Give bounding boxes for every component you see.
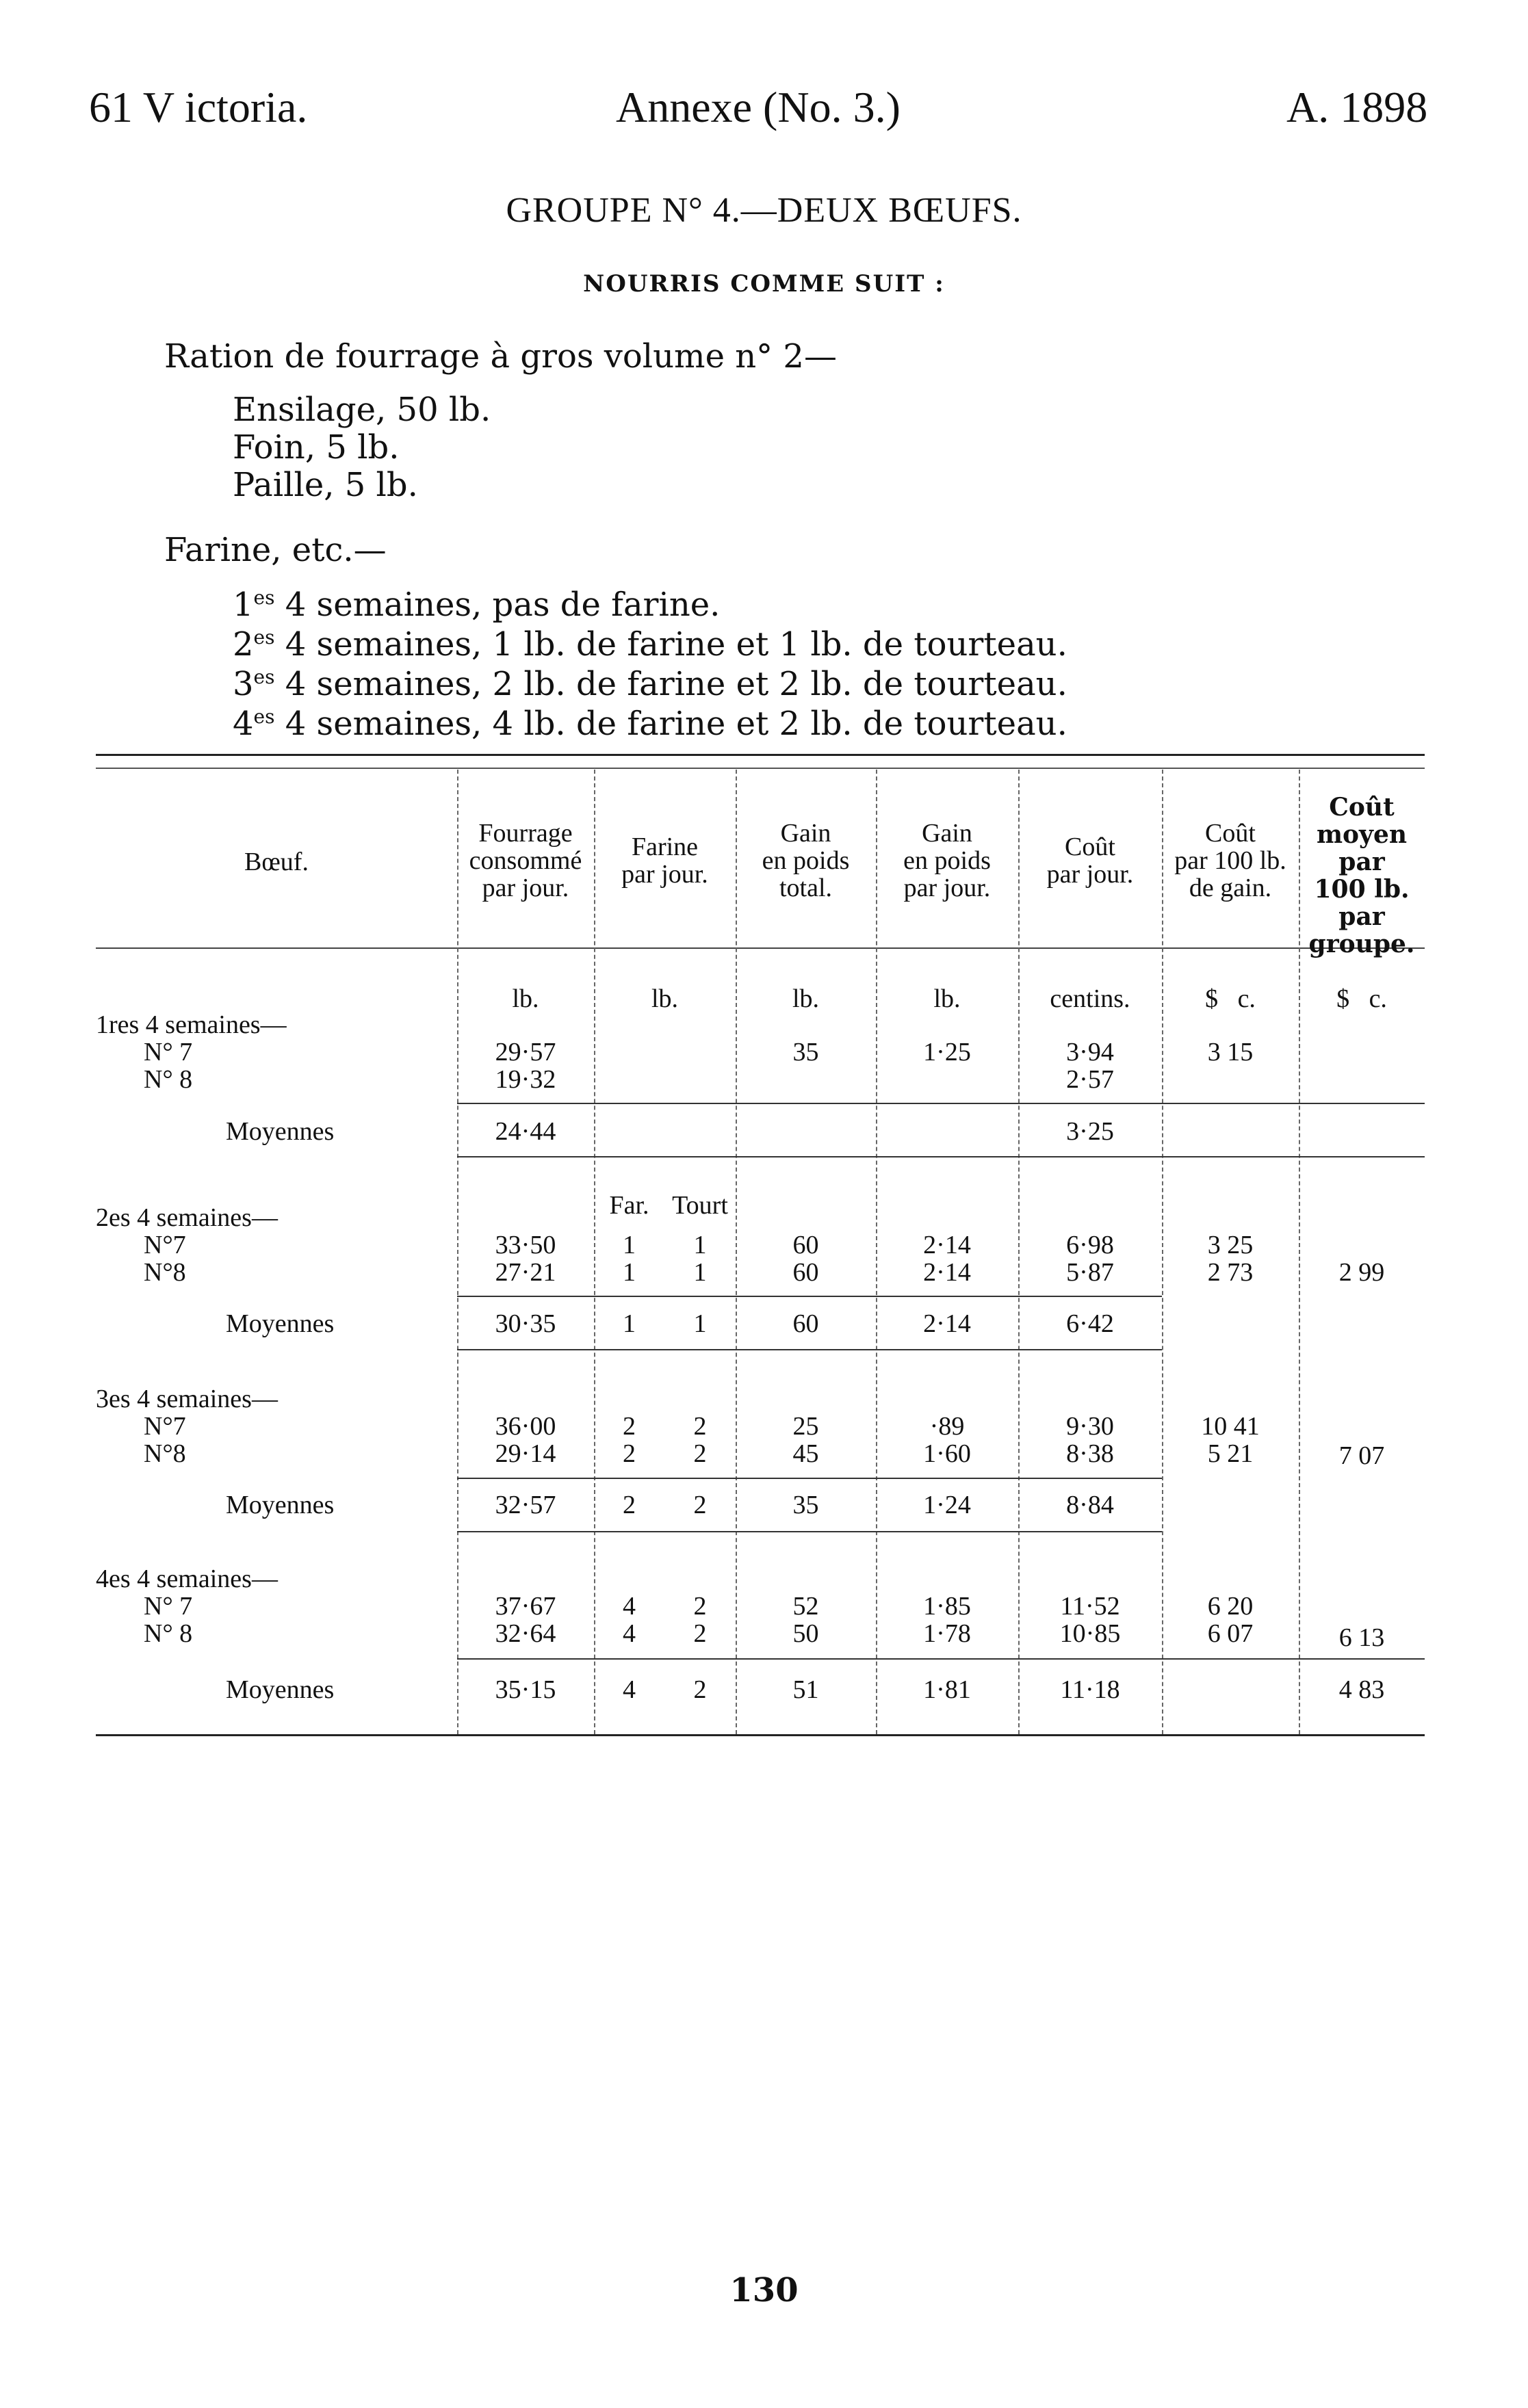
avg-fourrage: 30·35	[495, 1309, 556, 1338]
avg-tourt: 1	[693, 1309, 707, 1338]
avg-rule	[457, 1658, 1425, 1660]
avg-label: Moyennes	[226, 1309, 335, 1338]
header-cout-100: Coût par 100 lb. de gain.	[1174, 819, 1286, 902]
row-boeuf: N° 8	[144, 1619, 193, 1648]
row-boeuf: N° 7	[144, 1038, 193, 1066]
avg-rule	[457, 1296, 1162, 1297]
table-top-rule-2	[96, 768, 1425, 769]
avg-label: Moyennes	[226, 1675, 335, 1704]
group-label: 4es 4 semaines—	[96, 1565, 278, 1593]
header-left: 61 V ictoria.	[89, 83, 308, 131]
row-boeuf: N° 8	[144, 1065, 193, 1094]
row-boeuf: N°7	[144, 1412, 186, 1441]
avg-tourt: 2	[693, 1491, 707, 1519]
avg-gain-jour: 1·24	[923, 1491, 971, 1519]
avg-cout-moyen: 4 83	[1338, 1675, 1385, 1704]
header-center: Annexe (No. 3.)	[616, 83, 901, 131]
cell-gain-jour: 2·14	[923, 1258, 971, 1287]
cell-cout-jour: 5·87	[1066, 1258, 1114, 1287]
cell-gain-jour: 2·14	[923, 1231, 971, 1259]
cell-gain-jour: ·89	[929, 1412, 965, 1441]
cell-tourt: 2	[693, 1619, 707, 1648]
page-number: 130	[729, 2271, 799, 2309]
ration-item: Paille, 5 lb.	[233, 466, 418, 504]
header-right: A. 1898	[1286, 83, 1428, 131]
avg-fourrage: 35·15	[495, 1675, 556, 1704]
avg-gain-total: 35	[792, 1491, 819, 1519]
group-rule	[457, 1531, 1162, 1532]
unit-cout-100: $ c.	[1205, 984, 1256, 1013]
group-rule	[457, 1156, 1425, 1157]
cell-fourrage: 19·32	[495, 1065, 556, 1094]
page-subtitle: NOURRIS COMME SUIT :	[583, 270, 945, 298]
header-gain-jour: Gain en poids par jour.	[903, 819, 991, 902]
cell-fourrage: 37·67	[495, 1592, 556, 1621]
cell-far: 4	[623, 1592, 636, 1621]
header-gain-total: Gain en poids total.	[762, 819, 850, 902]
cell-gain-total: 60	[792, 1258, 819, 1287]
page-title: GROUPE N° 4.—DEUX BŒUFS.	[506, 191, 1022, 230]
unit-gain-total: lb.	[792, 984, 820, 1013]
group-label: 3es 4 semaines—	[96, 1385, 278, 1413]
cell-gain-total: 45	[792, 1439, 819, 1468]
header-boeuf: Bœuf.	[244, 848, 309, 876]
cell-cout-jour: 2·57	[1066, 1065, 1114, 1094]
avg-rule	[457, 1103, 1425, 1104]
avg-gain-total: 51	[792, 1675, 819, 1704]
cell-cout-jour: 11·52	[1060, 1592, 1120, 1621]
avg-far: 1	[623, 1309, 636, 1338]
header-farine: Farine par jour.	[621, 833, 708, 889]
cell-cout-100: 2 73	[1207, 1258, 1254, 1287]
unit-fourrage: lb.	[512, 984, 539, 1013]
table-bottom-rule	[96, 1734, 1425, 1736]
avg-cout-jour: 8·84	[1066, 1491, 1114, 1519]
ration-item: Foin, 5 lb.	[233, 428, 400, 467]
unit-cout-jour: centins.	[1050, 984, 1130, 1013]
cell-gain-jour: 1·85	[923, 1592, 971, 1621]
ration-heading: Ration de fourrage à gros volume n° 2—	[164, 337, 837, 376]
avg-fourrage: 32·57	[495, 1491, 556, 1519]
avg-cout-jour: 11·18	[1060, 1675, 1120, 1704]
cell-gain-total: 25	[792, 1412, 819, 1441]
sub-far: Far.	[609, 1191, 649, 1220]
avg-cout-jour: 6·42	[1066, 1309, 1114, 1338]
cell-gain-jour: 1·25	[923, 1038, 971, 1066]
avg-cout-jour: 3·25	[1066, 1117, 1114, 1146]
cell-fourrage: 29·14	[495, 1439, 556, 1468]
cell-far: 1	[623, 1231, 636, 1259]
cell-fourrage: 33·50	[495, 1231, 556, 1259]
cell-cout-jour: 6·98	[1066, 1231, 1114, 1259]
avg-gain-jour: 2·14	[923, 1309, 971, 1338]
row-boeuf: N°8	[144, 1258, 186, 1287]
cell-cout-jour: 9·30	[1066, 1412, 1114, 1441]
cell-cout-moyen: 6 13	[1338, 1623, 1385, 1652]
cell-cout-jour: 8·38	[1066, 1439, 1114, 1468]
cell-cout-jour: 10·85	[1059, 1619, 1121, 1648]
farine-heading: Farine, etc.—	[164, 531, 387, 569]
sub-tourt: Tourt	[672, 1191, 728, 1220]
cell-fourrage: 27·21	[495, 1258, 556, 1287]
cell-fourrage: 29·57	[495, 1038, 556, 1066]
cell-tourt: 2	[693, 1412, 707, 1441]
cell-fourrage: 32·64	[495, 1619, 556, 1648]
cell-cout-100: 5 21	[1207, 1439, 1254, 1468]
avg-tourt: 2	[693, 1675, 707, 1704]
unit-cout-moyen: $ c.	[1336, 984, 1387, 1013]
cell-tourt: 1	[693, 1258, 707, 1287]
farine-item: $4^{es}$ 4 semaines, 4 lb. de farine et 2 lb. de tourteau.	[233, 705, 1067, 743]
avg-far: 4	[623, 1675, 636, 1704]
avg-fourrage: 24·44	[495, 1117, 556, 1146]
cell-gain-jour: 1·60	[923, 1439, 971, 1468]
unit-farine: lb.	[651, 984, 679, 1013]
cell-cout-100: 3 25	[1207, 1231, 1254, 1259]
unit-gain-jour: lb.	[933, 984, 961, 1013]
avg-far: 2	[623, 1491, 636, 1519]
avg-rule	[457, 1478, 1162, 1479]
table-header-rule	[96, 947, 1425, 949]
farine-item: $1^{es}$ 4 semaines, pas de farine.	[233, 586, 721, 624]
group-label: 1res 4 semaines—	[96, 1010, 287, 1039]
cell-far: 2	[623, 1412, 636, 1441]
avg-label: Moyennes	[226, 1491, 335, 1519]
avg-gain-total: 60	[792, 1309, 819, 1338]
cell-cout-100: 3 15	[1207, 1038, 1254, 1066]
avg-label: Moyennes	[226, 1117, 335, 1146]
row-boeuf: N°8	[144, 1439, 186, 1468]
header-cout-jour: Coût par jour.	[1046, 833, 1134, 889]
cell-far: 1	[623, 1258, 636, 1287]
farine-item: $3^{es}$ 4 semaines, 2 lb. de farine et 2 lb. de tourteau.	[233, 665, 1067, 703]
cell-gain-jour: 1·78	[923, 1619, 971, 1648]
cell-gain-total: 60	[792, 1231, 819, 1259]
cell-cout-100: 10 41	[1201, 1412, 1260, 1441]
farine-item: $2^{es}$ 4 semaines, 1 lb. de farine et 1 lb. de tourteau.	[233, 625, 1067, 664]
ration-item: Ensilage, 50 lb.	[233, 391, 491, 429]
cell-gain-total: 52	[792, 1592, 819, 1621]
group-label: 2es 4 semaines—	[96, 1203, 278, 1232]
header-fourrage: Fourrage consommé par jour.	[469, 819, 582, 902]
cell-cout-100: 6 07	[1207, 1619, 1254, 1648]
cell-far: 2	[623, 1439, 636, 1468]
header-cout-moyen: Coût moyen par 100 lb. par groupe.	[1308, 793, 1415, 958]
table-top-rule	[96, 754, 1425, 756]
cell-cout-moyen: 2 99	[1338, 1258, 1385, 1287]
cell-cout-100: 6 20	[1207, 1592, 1254, 1621]
cell-tourt: 2	[693, 1592, 707, 1621]
cell-tourt: 2	[693, 1439, 707, 1468]
cell-fourrage: 36·00	[495, 1412, 556, 1441]
avg-gain-jour: 1·81	[923, 1675, 971, 1704]
row-boeuf: N°7	[144, 1231, 186, 1259]
cell-cout-jour: 3·94	[1066, 1038, 1114, 1066]
cell-cout-moyen: 7 07	[1338, 1441, 1385, 1470]
cell-far: 4	[623, 1619, 636, 1648]
cell-tourt: 1	[693, 1231, 707, 1259]
row-boeuf: N° 7	[144, 1592, 193, 1621]
cell-gain-total: 35	[792, 1038, 819, 1066]
group-rule	[457, 1349, 1162, 1350]
cell-gain-total: 50	[792, 1619, 819, 1648]
